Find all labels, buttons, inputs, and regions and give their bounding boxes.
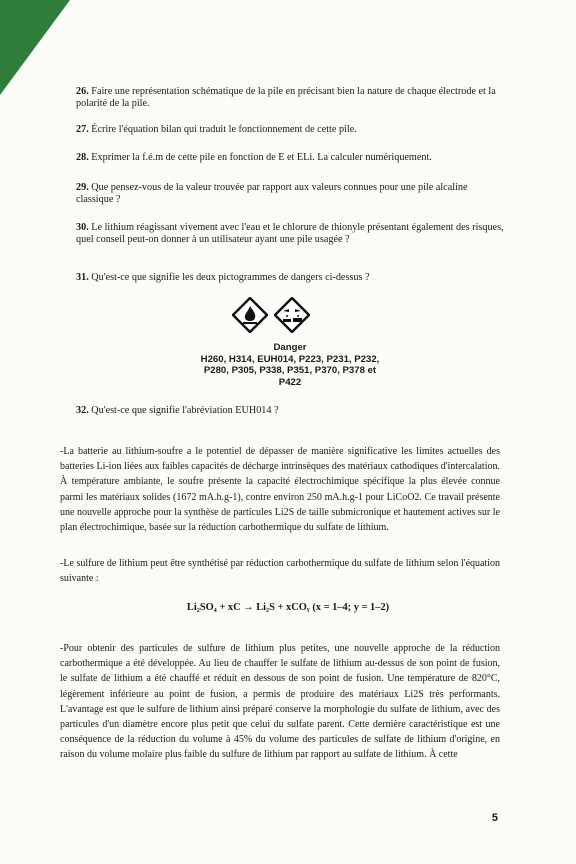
paragraph-approach: -Pour obtenir des particules de sulfure de lithium plus petites, une nouvelle approche de la réduction carbothermique a été développée. Au lieu de chauffer le sulfate de lithium au-dessus de son point de fusion, le sulfate de lithium a été chauffé et réduit en dessous de son point de fusion. Une température de 820°C, légèrement inférieure au point de fusion, a permis de produire des matériaux Li2S très performants. L'avantage est que le sulfure de lithium ainsi préparé conserve la morphologie du sulfate de lithium, avec des particules d'un diamètre encore plus petit que celui du sulfate parent. Cette dernière caractéristique est une conséquence de la réduction du volume à 45% du volume des particules de sulfate de lithium d'origine, en raison du volume molaire plus faible du sulfure de lithium par rapport au sulfate de lithium. À cette [60, 643, 500, 761]
hazard-codes-line: P422 [278, 376, 302, 388]
question-32: 32. Qu'est-ce que signifie l'abréviation EUH014 ? [76, 405, 279, 416]
question-27: 27. Écrire l'équation bilan qui traduit le fonctionnement de cette pile. [76, 124, 357, 135]
question-28: 28. Exprimer la f.é.m de cette pile en fonction de E et ELi. La calculer numériquement. [76, 152, 432, 163]
corrosion-icon [274, 297, 310, 333]
hazard-statement [150, 342, 430, 388]
paragraph-intro: -La batterie au lithium-soufre a le potentiel de dépasser de manière significative les limites actuelles des batteries Li-ion liées aux faibles capacités de décharge intrinsèques des matériaux cathodiques d'intercalation. À température ambiante, le soufre présente la capacité électrochimique spécifique la plus élevée connue parmi les matériaux solides (1672 mA.h.g-1), contre environ 250 mA.h.g-1 pour LiCoO2. Ce travail présente une nouvelle approche pour la synthèse de particules Li2S de taille submicronique et hautement actives sur le plan électrochimique, basée sur la réduction carbothermique du sulfate de lithium. [60, 446, 500, 534]
corner-fold [0, 0, 70, 95]
paragraph-synthesis: -Le sulfure de lithium peut être synthétisé par réduction carbothermique du sulfate de lithium selon l'équation suivante : [60, 558, 500, 585]
question-30: 30. Le lithium réagissant vivement avec l'eau et le chlorure de thionyle présentant également des risques, quel conseil peut-on donner à un utilisateur ayant une pile usagée ? [76, 222, 504, 245]
chemical-equation: Li₂SO₄ + xC → Li₂S + xCOᵧ (x = 1–4; y = 1–2) [186, 602, 390, 613]
hazard-codes-line: P280, P305, P338, P351, P370, P378 et [203, 365, 377, 376]
page-number: 5 [491, 812, 498, 824]
signal-word: Danger [273, 342, 307, 353]
question-31: 31. Qu'est-ce que signifie les deux pictogrammes de dangers ci-dessus ? [76, 272, 370, 283]
ghs-pictograms [232, 297, 310, 333]
question-26: 26. Faire une représentation schématique de la pile en précisant bien la nature de chaque électrode et la polarité de la pile. [76, 86, 496, 109]
question-29: 29. Que pensez-vous de la valeur trouvée par rapport aux valeurs connues pour une pile alcaline classique ? [76, 182, 468, 205]
hazard-codes-line: H260, H314, EUH014, P223, P231, P232, [200, 353, 380, 365]
flame-icon [232, 297, 268, 333]
